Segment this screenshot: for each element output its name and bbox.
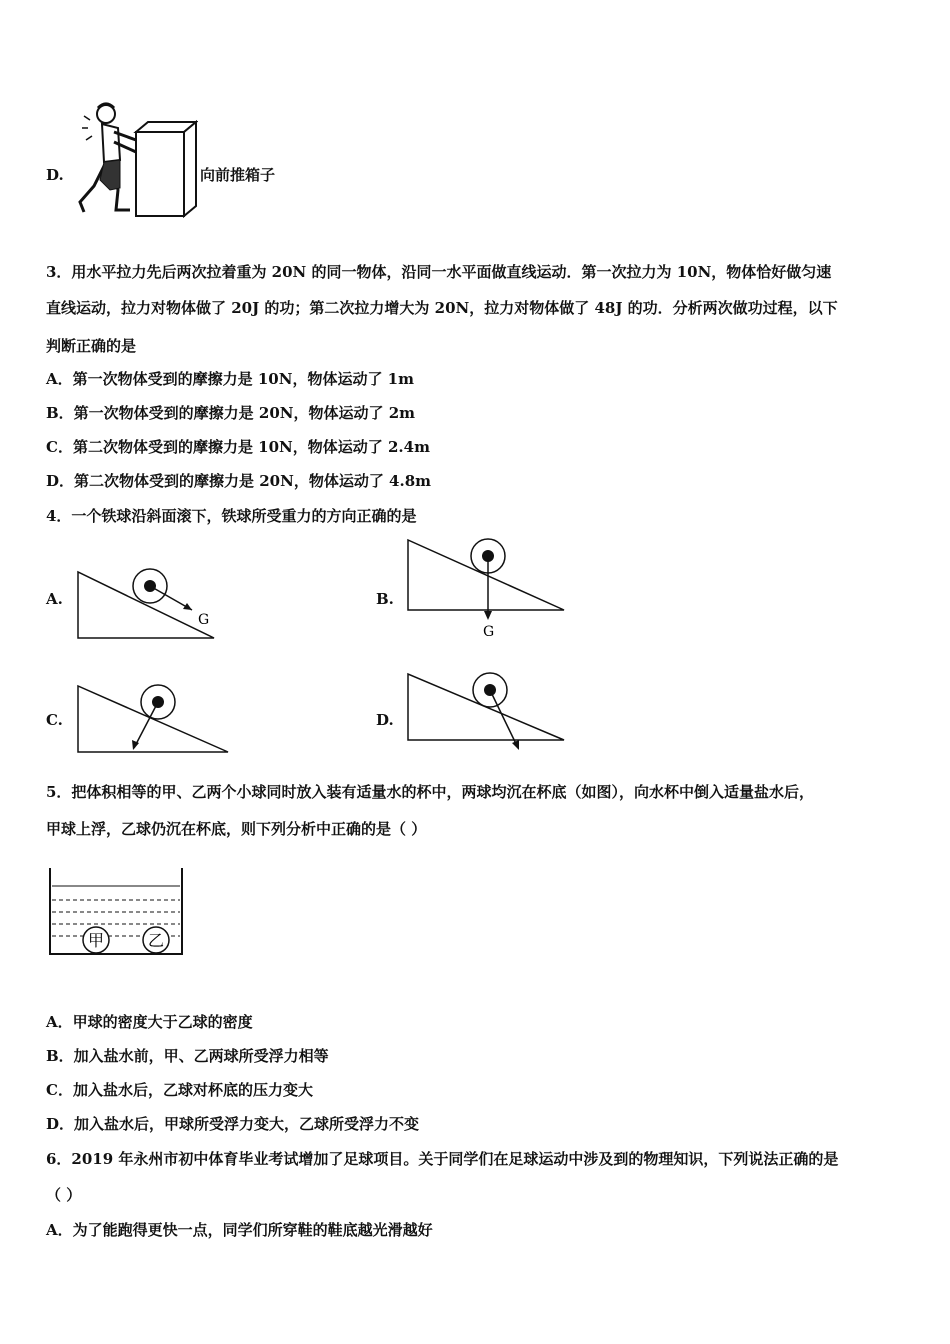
- incline-figure-c: [74, 682, 234, 756]
- arrowhead-b: [484, 611, 492, 620]
- force-label-a: G: [198, 612, 210, 628]
- q3-stem-line3: 判断正确的是: [46, 337, 137, 355]
- q5-option-a: A．甲球的密度大于乙球的密度: [46, 1013, 253, 1031]
- q5-option-c: C．加入盐水后，乙球对杯底的压力变大: [46, 1081, 313, 1099]
- q5-option-b: B．加入盐水前，甲、乙两球所受浮力相等: [46, 1047, 329, 1065]
- ball-yi-label: 乙: [147, 931, 165, 950]
- q2-option-d-label: D.: [46, 166, 64, 184]
- q3-option-d: D．第二次物体受到的摩擦力是 20N，物体运动了 4.8m: [46, 472, 432, 490]
- push-box-figure: [74, 98, 198, 220]
- q6-stem-line2: （ ）: [46, 1186, 82, 1204]
- box-side: [184, 122, 196, 216]
- q4-option-d-label: D.: [376, 711, 394, 729]
- q6-stem-line1: 6．2019 年永州市初中体育毕业考试增加了足球项目。关于同学们在足球运动中涉及到的物理知识，下列说法正确的是: [46, 1150, 839, 1168]
- q3-stem-line2: 直线运动，拉力对物体做了 20J 的功；第二次拉力增大为 20N，拉力对物体做了 48J 的功．分析两次做功过程，以下: [46, 299, 838, 317]
- incline-figure-d: [404, 670, 568, 756]
- water-cup-figure: [46, 866, 188, 960]
- q4-option-c-label: C.: [46, 711, 63, 729]
- q3-option-b: B．第一次物体受到的摩擦力是 20N，物体运动了 2m: [46, 404, 416, 422]
- q3-option-a: A．第一次物体受到的摩擦力是 10N，物体运动了 1m: [46, 370, 414, 388]
- force-label-b: G: [483, 624, 495, 640]
- q6-option-a: A．为了能跑得更快一点，同学们所穿鞋的鞋底越光滑越好: [46, 1221, 433, 1239]
- q5-option-d: D．加入盐水后，甲球所受浮力变大，乙球所受浮力不变: [46, 1115, 420, 1133]
- q3-stem-line1: 3．用水平拉力先后两次拉着重为 20N 的同一物体，沿同一水平面做直线运动．第一次拉力为 10N，物体恰好做匀速: [46, 263, 832, 281]
- arrowhead-a: [183, 603, 192, 610]
- incline-figure-b: [404, 536, 568, 640]
- q5-stem-line1: 5．把体积相等的甲、乙两个小球同时放入装有适量水的杯中，两球均沉在杯底（如图），向水杯中倒入适量盐水后，: [46, 783, 814, 801]
- box-front: [136, 132, 184, 216]
- q2-option-d-text: 向前推箱子: [200, 166, 276, 184]
- q4-stem: 4．一个铁球沿斜面滚下，铁球所受重力的方向正确的是: [46, 507, 417, 525]
- effort-marks: [82, 116, 92, 140]
- person-pants: [100, 160, 120, 190]
- q5-stem-line2: 甲球上浮，乙球仍沉在杯底，则下列分析中正确的是（ ）: [46, 820, 427, 838]
- q4-option-b-label: B.: [376, 590, 394, 608]
- ball-jia-label: 甲: [87, 931, 105, 950]
- incline-figure-a: [74, 560, 224, 644]
- q3-option-c: C．第二次物体受到的摩擦力是 10N，物体运动了 2.4m: [46, 438, 430, 456]
- q4-option-a-label: A.: [46, 590, 63, 608]
- arrowhead-d: [512, 740, 519, 750]
